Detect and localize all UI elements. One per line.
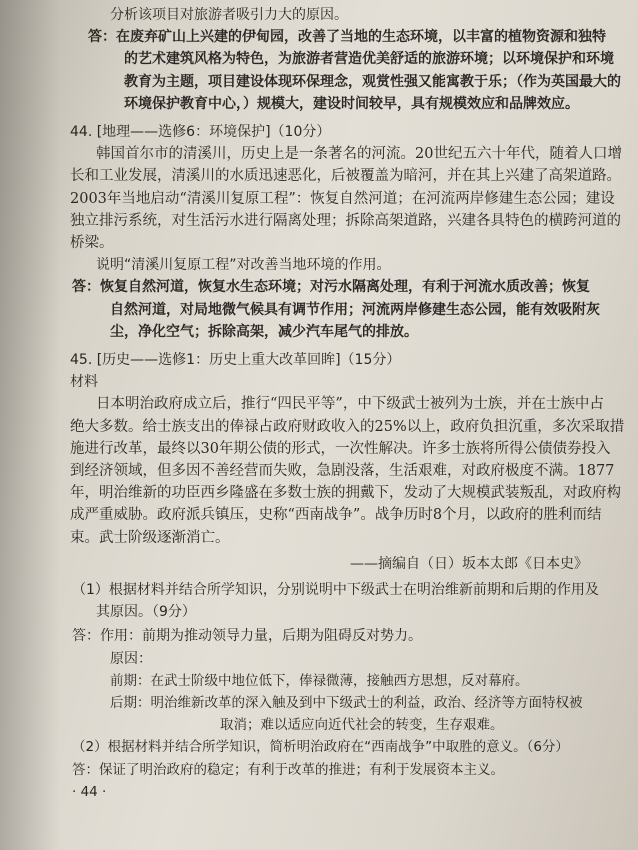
answer-45-1-late-cont: 取消；难以适应向近代社会的转变，生存艰难。	[220, 717, 504, 734]
answer-44-line-2: 自然河道，对局地微气候具有调节作用；河流两岸修建生态公园，能有效吸附灰	[110, 301, 600, 318]
q44-text-line-5: 桥梁。	[70, 235, 114, 251]
answer-44-line-1: 答：恢复自然河道，恢复水生态环境；对污水隔离处理，有利于河流水质改善；恢复	[72, 279, 590, 296]
question-44-heading: 44. [地理——选修6：环境保护]（10分）	[70, 124, 331, 140]
q44-text-line-1: 韩国首尔市的清溪川，历史上是一条著名的河流。20世纪五六十年代，随着人口增	[96, 146, 622, 163]
q45-part-2: （2）根据材料并结合所学知识，简析明治政府在“西南战争”中取胜的意义。（6分）	[72, 739, 569, 756]
page-number: · 44 ·	[72, 783, 107, 800]
material-source: ——摘编自（日）坂本太郎《日本史》	[350, 555, 588, 572]
q44-prompt: 说明“清溪川复原工程”对改善当地环境的作用。	[96, 257, 391, 274]
material-label: 材料	[70, 374, 98, 391]
answer-45-2: 答：保证了明治政府的稳定；有利于改革的推进；有利于发展资本主义。	[72, 761, 504, 778]
answer-44-line-3: 尘，净化空气；拆除高架，减少汽车尾气的排放。	[110, 323, 418, 340]
question-prompt-43: 分析该项目对旅游者吸引力大的原因。	[110, 7, 348, 23]
q45-part-1-line-2: 其原因。（9分）	[96, 604, 196, 621]
material-line-6: 成严重威胁。政府派兵镇压，史称“西南战争”。战争历时8个月，以政府的胜利而结	[70, 507, 602, 524]
answer-43-line-2: 的艺术建筑风格为特色，为旅游者营造优美舒适的旅游环境；以环境保护和环境	[124, 51, 614, 68]
material-line-4: 到经济领域，但多因不善经营而失败，急剧没落，生活艰难，对政府极度不满。1877	[70, 463, 615, 479]
q44-text-line-3: 2003年当地启动“清溪川复原工程”：恢复自然河道；在河流两岸修建生态公园；建设	[70, 190, 615, 207]
answer-45-1-late: 后期：明治维新改革的深入触及到中下级武士的利益，政治、经济等方面特权被	[110, 695, 583, 711]
answer-45-1-effect: 答：作用：前期为推动领导力量，后期为阻碍反对势力。	[72, 628, 422, 645]
page-shadow	[0, 0, 60, 850]
material-line-7: 束。武士阶级逐渐消亡。	[70, 529, 230, 546]
material-line-5: 年，明治维新的功臣西乡隆盛在多数士族的拥戴下，发动了大规模武装叛乱，对政府构	[70, 485, 621, 502]
answer-43-line-1: 答：在废弃矿山上兴建的伊甸园，改善了当地的生态环境，以丰富的植物资源和独特	[88, 29, 606, 46]
material-line-3: 施进行改革，最终以30年期公债的形式，一次性解决。许多士族将所得公债债券投入	[70, 440, 611, 457]
q44-text-line-2: 长和工业发展，清溪川的水质迅速恶化，后被覆盖为暗河，并在其上兴建了高架道路。	[70, 168, 621, 185]
answer-43-line-4: 环境保护教育中心，）规模大，建设时间较早，具有规模效应和品牌效应。	[124, 95, 579, 112]
material-line-1: 日本明治政府成立后，推行“四民平等”，中下级武士被列为士族，并在士族中占	[96, 396, 604, 413]
material-line-2: 绝大多数。给士族支出的俸禄占政府财政收入的25%以上，政府负担沉重，多次采取措	[70, 418, 625, 435]
answer-43-line-3: 教育为主题，项目建设体现环保理念，观赏性强又能寓教于乐；（作为英国最大的	[124, 73, 621, 90]
question-45-heading: 45. [历史——选修1：历史上重大改革回眸]（15分）	[70, 352, 401, 368]
q45-part-1-line-1: （1）根据材料并结合所学知识，分别说明中下级武士在明治维新前期和后期的作用及	[72, 582, 599, 598]
q44-text-line-4: 独立排污系统，对生活污水进行隔离处理；拆除高架道路，兴建各具特色的横跨河道的	[70, 212, 621, 229]
answer-45-1-early: 前期：在武士阶级中地位低下，俸禄微薄，接触西方思想，反对幕府。	[110, 672, 529, 689]
answer-45-1-reason-label: 原因：	[110, 650, 152, 667]
